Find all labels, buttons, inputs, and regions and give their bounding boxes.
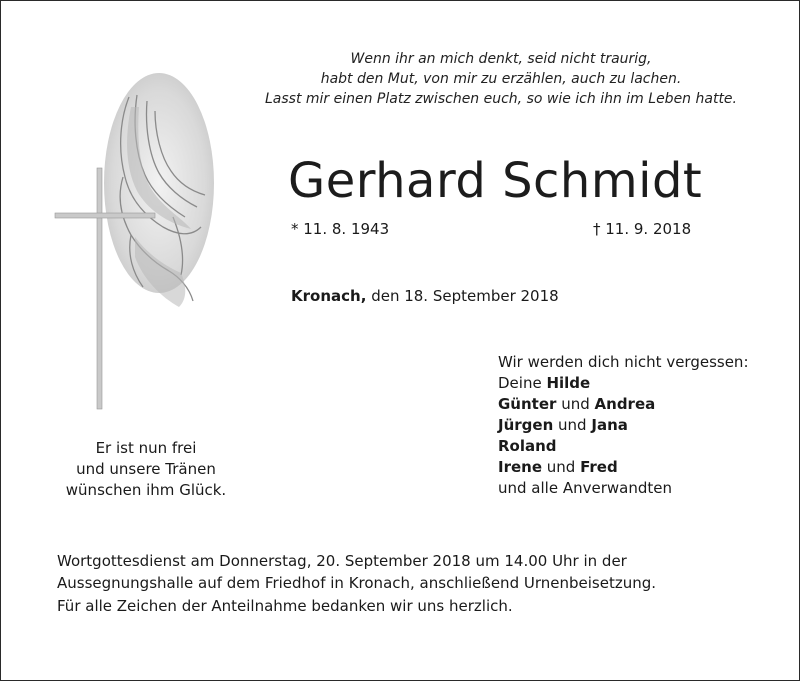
- date: den 18. September 2018: [371, 287, 559, 305]
- place-date: [291, 287, 559, 305]
- family-intro: Wir werden dich nicht vergessen:: [498, 353, 749, 371]
- family-text: und: [561, 395, 590, 413]
- poem: [251, 49, 751, 109]
- family-list: [498, 352, 749, 499]
- family-line: [498, 436, 749, 457]
- service-line: Wortgottesdienst am Donnerstag, 20. September 2018 um 14.00 Uhr in der: [57, 552, 627, 570]
- verse-line: wünschen ihm Glück.: [65, 481, 227, 499]
- family-line: [498, 373, 749, 394]
- family-name: Roland: [498, 437, 557, 455]
- family-name: Jana: [591, 416, 628, 434]
- family-name: Andrea: [594, 395, 656, 413]
- birth-date: * 11. 8. 1943: [291, 220, 390, 238]
- verse-line: und unsere Tränen: [76, 460, 216, 478]
- service-line: Aussegnungshalle auf dem Friedhof in Kronach, anschließend Urnenbeisetzung.: [57, 574, 656, 592]
- place: Kronach,: [291, 287, 367, 305]
- family-name: Hilde: [546, 374, 591, 392]
- service-info: [57, 550, 656, 594]
- family-text: Deine: [498, 374, 542, 392]
- family-text: und: [546, 458, 576, 476]
- poem-line: Wenn ihr an mich denkt, seid nicht traurig,: [350, 51, 652, 67]
- family-name: Günter: [498, 395, 557, 413]
- poem-line: Lasst mir einen Platz zwischen euch, so wie ich ihn im Leben hatte.: [264, 91, 737, 107]
- family-name: Jürgen: [498, 416, 554, 434]
- family-name: Irene: [498, 458, 543, 476]
- family-line: [498, 415, 749, 436]
- left-verse: [41, 438, 251, 501]
- thanks-note: Für alle Zeichen der Anteilnahme bedanken wir uns herzlich.: [57, 597, 513, 615]
- family-line: und alle Anverwandten: [498, 479, 672, 497]
- family-line: [498, 457, 749, 478]
- poem-line: habt den Mut, von mir zu erzählen, auch zu lachen.: [320, 71, 682, 87]
- family-name: Fred: [580, 458, 618, 476]
- praying-hands-with-cross-icon: [51, 67, 221, 416]
- family-line: [498, 394, 749, 415]
- family-text: und: [558, 416, 587, 434]
- death-date: † 11. 9. 2018: [593, 220, 692, 238]
- deceased-name: Gerhard Schmidt: [288, 153, 703, 209]
- verse-line: Er ist nun frei: [95, 439, 197, 457]
